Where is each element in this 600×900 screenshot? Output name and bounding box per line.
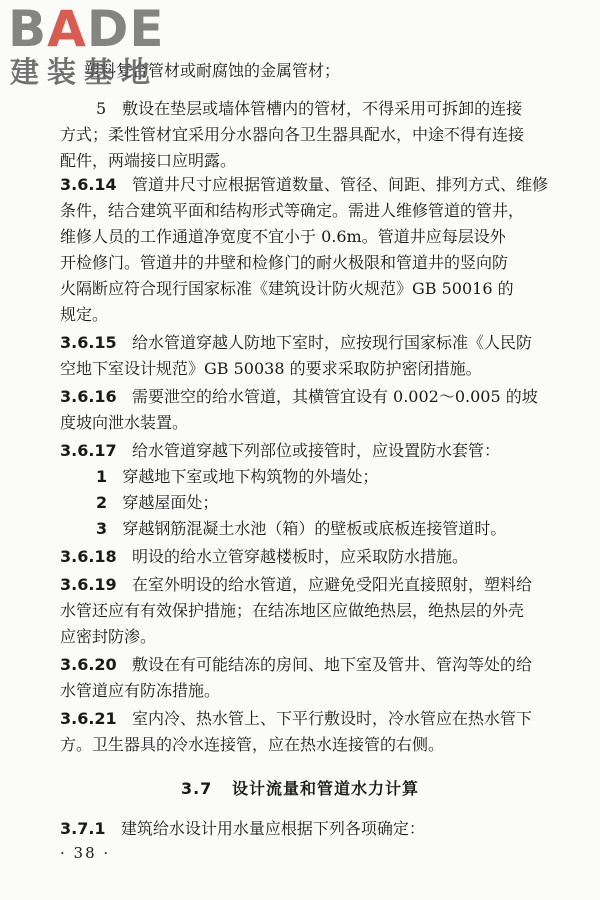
clause-line: 开检修门。管道井的井壁和检修门的耐火极限和管道井的竖向防 xyxy=(60,253,509,272)
clause-text: 建筑给水设计用水量应根据下列各项确定： xyxy=(120,819,425,838)
clause-3-6-14 xyxy=(60,172,548,195)
clause-3-7-1 xyxy=(60,816,425,839)
clause-text: 室内冷、热水管上、下平行敷设时，冷水管应在热水管下 xyxy=(131,709,532,728)
clause-3-6-17 xyxy=(60,438,500,461)
clause-line: 水管道应有防冻措施。 xyxy=(60,681,221,700)
section-title: 设计流量和管道水力计算 xyxy=(232,779,420,798)
clause-text: 需要泄空的给水管道，其横管宜设有 0.002～0.005 的坡 xyxy=(131,387,538,406)
section-heading xyxy=(0,776,600,799)
logo-subtitle: 建装基地 xyxy=(10,55,159,89)
page-number: · 38 · xyxy=(60,844,111,862)
clause-text: 管道井尺寸应根据管道数量、管径、间距、排列方式、维修 xyxy=(131,175,548,194)
continuation-line-1: 塑料复合管材或耐腐蚀的金属管材； xyxy=(84,61,341,80)
clause-number: 3.7.1 xyxy=(60,819,106,838)
clause-text: 敷设在有可能结冻的房间、地下室及管井、管沟等处的给 xyxy=(131,655,532,674)
clause-number: 3.6.15 xyxy=(60,333,117,352)
clause-3-6-15 xyxy=(60,330,532,353)
clause-line: 水管还应有有效保护措施；在结冻地区应做绝热层，绝热层的外壳 xyxy=(60,601,525,620)
clause-line: 方。卫生器具的冷水连接管，应在热水连接管的右侧。 xyxy=(60,735,445,754)
clause-number: 3.6.14 xyxy=(60,175,117,194)
clause-number: 3.6.20 xyxy=(60,655,117,674)
clause-number: 3.6.19 xyxy=(60,575,117,594)
clause-number: 3.6.18 xyxy=(60,547,117,566)
clause-3-6-19 xyxy=(60,572,532,595)
list-item-1: 1 穿越地下室或地下构筑物的外墙处； xyxy=(96,467,379,486)
clause-line: 火隔断应符合现行国家标准《建筑设计防火规范》GB 50016 的 xyxy=(60,279,514,298)
clause-line: 维修人员的工作通道净宽度不宜小于 0.6m。管道井应每层设外 xyxy=(60,227,506,246)
clause-text: 在室外明设的给水管道，应避免受阳光直接照射，塑料给 xyxy=(131,575,532,594)
list-item-3: 3 穿越钢筋混凝土水池（箱）的壁板或底板连接管道时。 xyxy=(96,519,507,538)
clause-number: 3.6.21 xyxy=(60,709,117,728)
clause-3-6-21 xyxy=(60,706,532,729)
clause-line: 空地下室设计规范》GB 50038 的要求采取防护密闭措施。 xyxy=(60,359,482,378)
clause-line: 规定。 xyxy=(60,305,109,324)
clause-text: 给水管道穿越人防地下室时，应按现行国家标准《人民防 xyxy=(131,333,532,352)
clause-3-6-18 xyxy=(60,544,468,567)
clause-number: 3.6.16 xyxy=(60,387,117,406)
logo-word: BADE xyxy=(8,0,165,58)
clause-text: 明设的给水立管穿越楼板时，应采取防水措施。 xyxy=(131,547,468,566)
clause-line: 条件，结合建筑平面和结构形式等确定。需进人维修管道的管井， xyxy=(60,201,525,220)
list-item-2: 2 穿越屋面处； xyxy=(96,493,219,512)
item-5-line-3: 配件，两端接口应明露。 xyxy=(60,151,237,170)
clause-line: 应密封防渗。 xyxy=(60,627,157,646)
section-number: 3.7 xyxy=(180,779,213,798)
watermark-logo xyxy=(8,0,183,92)
clause-number: 3.6.17 xyxy=(60,441,117,460)
item-5-line-1: 5 敷设在垫层或墙体管槽内的管材，不得采用可拆卸的连接 xyxy=(96,99,523,118)
clause-3-6-20 xyxy=(60,652,532,675)
clause-line: 度坡向泄水装置。 xyxy=(60,413,189,432)
item-5-line-2: 方式；柔性管材宜采用分水器向各卫生器具配水，中途不得有连接 xyxy=(60,125,525,144)
clause-text: 给水管道穿越下列部位或接管时，应设置防水套管： xyxy=(131,441,500,460)
clause-3-6-16 xyxy=(60,384,538,407)
